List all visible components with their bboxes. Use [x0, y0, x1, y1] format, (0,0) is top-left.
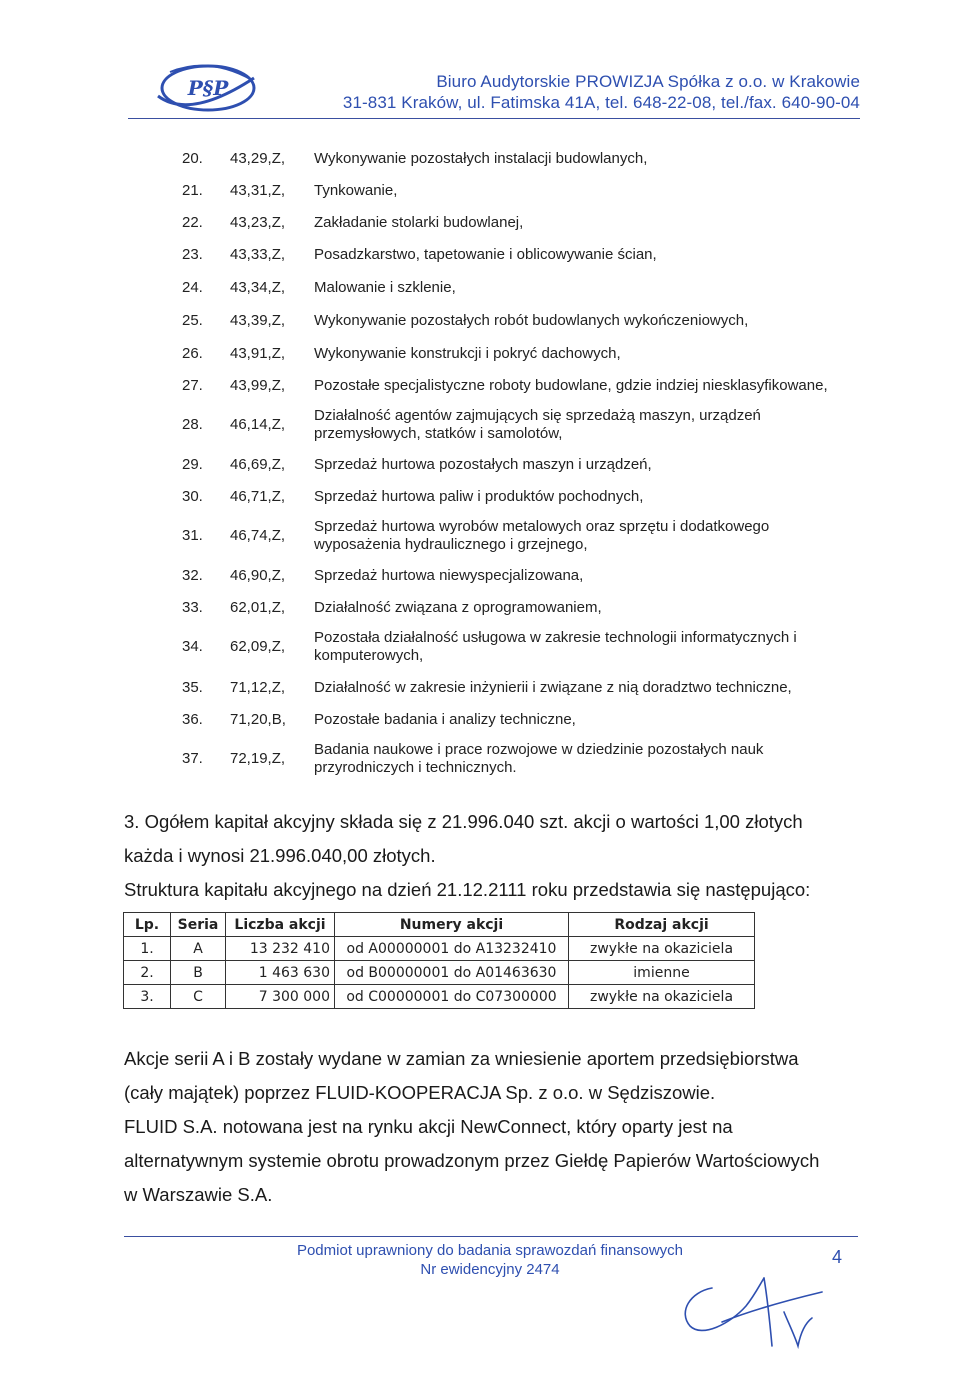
closing-paragraph-line: (cały majątek) poprzez FLUID-KOOPERACJA Sp. z o.o. w Sędziszowie.	[124, 1082, 716, 1103]
item-description: Działalność agentów zajmujących się sprzedażą maszyn, urządzeń przemysłowych, statków i samolotów,	[314, 407, 761, 442]
item-description: Pozostała działalność usługowa w zakresie technologii informatycznych i komputerowych,	[314, 629, 797, 664]
page-number: 4	[832, 1247, 843, 1267]
pkd-code: 46,69,Z,	[230, 456, 286, 473]
item-number: 37.	[182, 750, 203, 767]
pkd-code: 46,71,Z,	[230, 488, 286, 505]
item-description: Sprzedaż hurtowa paliw i produktów pochodnych,	[314, 488, 644, 505]
item-number: 24.	[182, 279, 203, 296]
capital-structure-heading: Struktura kapitału akcyjnego na dzień 21.12.2111 roku przedstawia się następująco:	[124, 879, 811, 900]
item-description: Wykonywanie pozostałych instalacji budowlanych,	[314, 150, 648, 167]
pkd-code: 71,20,B,	[230, 711, 286, 728]
company-name: Biuro Audytorskie PROWIZJA Spółka z o.o. w Krakowie	[436, 72, 860, 91]
item-description: Wykonywanie konstrukcji i pokryć dachowych,	[314, 345, 621, 362]
pkd-code: 62,09,Z,	[230, 638, 286, 655]
pkd-code: 43,31,Z,	[230, 182, 286, 199]
item-number: 29.	[182, 456, 203, 473]
footer-divider	[124, 1236, 858, 1237]
handwritten-signature	[672, 1262, 840, 1352]
item-number: 33.	[182, 599, 203, 616]
table-cell: 1.	[124, 937, 171, 961]
item-description: Pozostałe specjalistyczne roboty budowlane, gdzie indziej niesklasyfikowane,	[314, 377, 828, 394]
closing-paragraph-line: w Warszawie S.A.	[124, 1184, 273, 1205]
item-number: 32.	[182, 567, 203, 584]
item-description: Badania naukowe i prace rozwojowe w dziedzinie pozostałych nauk przyrodniczych i technicznych.	[314, 741, 764, 776]
table-cell: imienne	[569, 961, 755, 985]
item-number: 21.	[182, 182, 203, 199]
pkd-code: 43,33,Z,	[230, 246, 286, 263]
item-description: Działalność w zakresie inżynierii i związane z nią doradztwo techniczne,	[314, 679, 792, 696]
column-header: Liczba akcji	[226, 913, 335, 937]
item-number: 22.	[182, 214, 203, 231]
table-cell: 1 463 630	[226, 961, 335, 985]
table-cell: 3.	[124, 985, 171, 1009]
pkd-code: 46,14,Z,	[230, 416, 286, 433]
table-row	[124, 937, 755, 961]
table-cell: C	[171, 985, 226, 1009]
item-number: 35.	[182, 679, 203, 696]
capital-structure-table	[123, 912, 755, 1009]
item-number: 20.	[182, 150, 203, 167]
table-cell: zwykłe na okaziciela	[569, 937, 755, 961]
pkd-code: 46,90,Z,	[230, 567, 286, 584]
item-description: Posadzkarstwo, tapetowanie i oblicowywanie ścian,	[314, 246, 657, 263]
company-address: 31-831 Kraków, ul. Fatimska 41A, tel. 648-22-08, tel./fax. 640-90-04	[342, 93, 860, 112]
item-description: Malowanie i szklenie,	[314, 279, 456, 296]
item-description: Pozostałe badania i analizy techniczne,	[314, 711, 576, 728]
item-number: 27.	[182, 377, 203, 394]
table-cell: 2.	[124, 961, 171, 985]
table-cell: od C00000001 do C07300000	[335, 985, 569, 1009]
pkd-code: 43,29,Z,	[230, 150, 286, 167]
item-number: 31.	[182, 527, 203, 544]
pkd-code: 43,34,Z,	[230, 279, 286, 296]
item-description: Zakładanie stolarki budowlanej,	[314, 214, 524, 231]
closing-paragraph-line: alternatywnym systemie obrotu prowadzonym przez Giełdę Papierów Wartościowych	[124, 1150, 820, 1171]
item-number: 34.	[182, 638, 203, 655]
pkd-code: 43,91,Z,	[230, 345, 286, 362]
header-divider	[128, 118, 860, 119]
footer-line: Podmiot uprawniony do badania sprawozdań finansowych	[296, 1242, 684, 1259]
item-number: 30.	[182, 488, 203, 505]
closing-paragraph-line: FLUID S.A. notowana jest na rynku akcji NewConnect, który oparty jest na	[124, 1116, 733, 1137]
company-header	[276, 72, 860, 114]
item-number: 25.	[182, 312, 203, 329]
table-cell: 7 300 000	[226, 985, 335, 1009]
item-number: 28.	[182, 416, 203, 433]
item-description: Wykonywanie pozostałych robót budowlanych wykończeniowych,	[314, 312, 749, 329]
table-cell: zwykłe na okaziciela	[569, 985, 755, 1009]
footer-line: Nr ewidencyjny 2474	[420, 1261, 560, 1278]
item-description: Sprzedaż hurtowa niewyspecjalizowana,	[314, 567, 584, 584]
item-number: 36.	[182, 711, 203, 728]
capital-paragraph-line: 3. Ogółem kapitał akcyjny składa się z 21.996.040 szt. akcji o wartości 1,00 złotych	[124, 811, 803, 832]
table-cell: 13 232 410	[226, 937, 335, 961]
pkd-code: 72,19,Z,	[230, 750, 286, 767]
table-cell: B	[171, 961, 226, 985]
pkd-code: 46,74,Z,	[230, 527, 286, 544]
pkd-code: 43,23,Z,	[230, 214, 286, 231]
column-header: Numery akcji	[335, 913, 569, 937]
item-description: Działalność związana z oprogramowaniem,	[314, 599, 602, 616]
item-description: Tynkowanie,	[314, 182, 398, 199]
column-header: Seria	[171, 913, 226, 937]
item-number: 23.	[182, 246, 203, 263]
closing-paragraph-line: Akcje serii A i B zostały wydane w zamian za wniesienie aportem przedsiębiorstwa	[124, 1048, 799, 1069]
item-description: Sprzedaż hurtowa wyrobów metalowych oraz sprzętu i dodatkowego wyposażenia hydraulicznego i grzejnego,	[314, 518, 770, 553]
column-header: Rodzaj akcji	[569, 913, 755, 937]
logo-text: P§P	[187, 76, 229, 100]
table-header-row	[124, 913, 755, 937]
table-cell: od A00000001 do A13232410	[335, 937, 569, 961]
table-row	[124, 985, 755, 1009]
table-cell: od B00000001 do A01463630	[335, 961, 569, 985]
column-header: Lp.	[124, 913, 171, 937]
pkd-code: 71,12,Z,	[230, 679, 286, 696]
pkd-code: 43,39,Z,	[230, 312, 286, 329]
pkd-code: 62,01,Z,	[230, 599, 286, 616]
capital-paragraph-line: każda i wynosi 21.996.040,00 złotych.	[124, 845, 436, 866]
item-description: Sprzedaż hurtowa pozostałych maszyn i urządzeń,	[314, 456, 652, 473]
table-cell: A	[171, 937, 226, 961]
company-logo	[150, 58, 262, 122]
item-number: 26.	[182, 345, 203, 362]
pkd-code: 43,99,Z,	[230, 377, 286, 394]
table-row	[124, 961, 755, 985]
